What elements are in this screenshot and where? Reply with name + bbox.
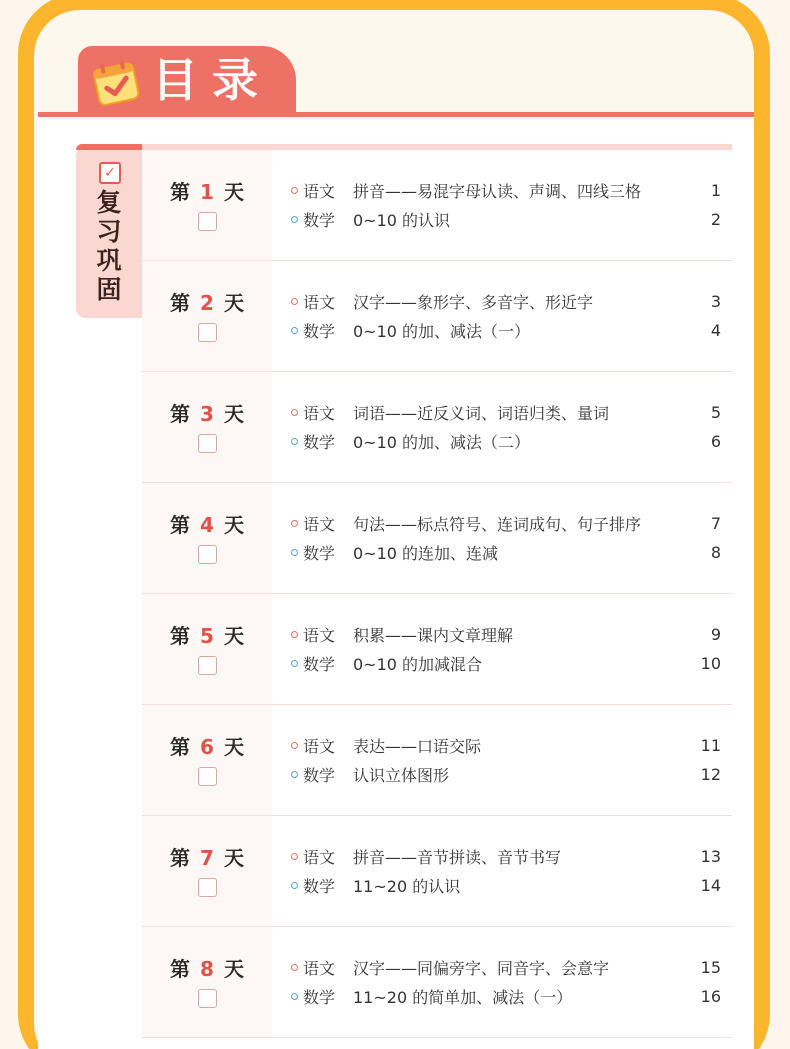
checkbox-empty-icon[interactable] [198,656,217,675]
topic-text: 汉字——象形字、多音字、形近字 [353,292,594,312]
subject-label: 数学 [303,987,336,1007]
subject-label: 语文 [303,625,336,645]
day-content [273,261,732,371]
subject-label: 语文 [303,292,336,312]
math-entry[interactable] [291,762,721,786]
day-cell [142,150,272,260]
day-suffix: 天 [223,180,244,204]
bullet-icon [291,438,298,445]
subject-label: 语文 [303,403,336,423]
day-content [273,705,732,815]
chinese-entry[interactable] [291,955,721,979]
checkbox-empty-icon[interactable] [198,878,217,897]
topic-text: 词语——近反义词、词语归类、量词 [353,403,610,423]
toc-row [142,816,732,927]
bullet-icon [291,520,298,527]
subject-label: 语文 [303,958,336,978]
topic-text: 拼音——音节拼读、音节书写 [353,847,562,867]
math-entry[interactable] [291,429,721,453]
header-divider [38,112,754,117]
day-suffix: 天 [223,291,244,315]
chinese-entry[interactable] [291,400,721,424]
topic-text: 0~10 的连加、连减 [353,543,499,563]
day-content [273,594,732,704]
day-number: 3 [200,402,214,426]
page-number: 7 [710,513,721,533]
topic-text: 11~20 的认识 [353,876,461,896]
topic-text: 积累——课内文章理解 [353,625,514,645]
day-content [273,372,732,482]
page-number: 3 [710,291,721,311]
day-number: 5 [200,624,214,648]
chinese-entry[interactable] [291,511,721,535]
page-number: 14 [700,875,721,895]
day-cell [142,372,272,482]
topic-text: 拼音——易混字母认读、声调、四线三格 [353,181,642,201]
checkbox-empty-icon[interactable] [198,767,217,786]
day-label [142,176,272,205]
math-entry[interactable] [291,873,721,897]
day-label [142,953,272,982]
toc-row [142,372,732,483]
topic-text: 0~10 的认识 [353,210,451,230]
page-number: 2 [710,209,721,229]
day-prefix: 第 [170,624,191,648]
math-entry[interactable] [291,207,721,231]
page-number: 10 [700,653,721,673]
page-number: 4 [710,320,721,340]
page-number: 15 [700,957,721,977]
day-label [142,398,272,427]
toc-row [142,483,732,594]
topic-text: 表达——口语交际 [353,736,482,756]
day-label [142,620,272,649]
bullet-icon [291,964,298,971]
subject-label: 数学 [303,432,336,452]
subject-label: 语文 [303,181,336,201]
day-suffix: 天 [223,735,244,759]
bullet-icon [291,187,298,194]
math-entry[interactable] [291,651,721,675]
day-number: 2 [200,291,214,315]
bullet-icon [291,327,298,334]
chinese-entry[interactable] [291,622,721,646]
day-number: 6 [200,735,214,759]
day-content [273,816,732,926]
subject-label: 数学 [303,765,336,785]
topic-text: 0~10 的加、减法（二） [353,432,531,452]
toc-row [142,705,732,816]
day-content [273,483,732,593]
page-number: 8 [710,542,721,562]
day-number: 8 [200,957,214,981]
day-suffix: 天 [223,957,244,981]
math-entry[interactable] [291,318,721,342]
day-cell [142,705,272,815]
math-entry[interactable] [291,984,721,1008]
bullet-icon [291,742,298,749]
math-entry[interactable] [291,540,721,564]
subject-label: 数学 [303,876,336,896]
topic-text: 句法——标点符号、连词成句、句子排序 [353,514,642,534]
page-number: 13 [700,846,721,866]
calendar-check-icon [90,58,144,108]
page-number: 11 [700,735,721,755]
subject-label: 数学 [303,543,336,563]
day-cell [142,261,272,371]
day-content [273,150,732,260]
subject-label: 语文 [303,847,336,867]
checkbox-checked-icon: ✓ [99,162,121,184]
day-label [142,287,272,316]
chinese-entry[interactable] [291,844,721,868]
topic-text: 认识立体图形 [353,765,450,785]
day-suffix: 天 [223,846,244,870]
bullet-icon [291,853,298,860]
topic-text: 汉字——同偏旁字、同音字、会意字 [353,958,610,978]
topic-text: 0~10 的加、减法（一） [353,321,531,341]
day-prefix: 第 [170,180,191,204]
subject-label: 数学 [303,321,336,341]
topic-text: 0~10 的加减混合 [353,654,483,674]
day-prefix: 第 [170,513,191,537]
chinese-entry[interactable] [291,178,721,202]
day-label [142,731,272,760]
bullet-icon [291,298,298,305]
page-number: 5 [710,402,721,422]
day-label [142,509,272,538]
toc-row [142,927,732,1038]
subject-label: 数学 [303,210,336,230]
day-label [142,842,272,871]
page-number: 1 [710,180,721,200]
row-divider [142,1037,732,1038]
toc-list [142,150,732,1038]
checkbox-empty-icon[interactable] [198,323,217,342]
bullet-icon [291,660,298,667]
bullet-icon [291,882,298,889]
page-number: 16 [700,986,721,1006]
page-number: 6 [710,431,721,451]
bullet-icon [291,216,298,223]
day-number: 1 [200,180,214,204]
bullet-icon [291,549,298,556]
day-number: 4 [200,513,214,537]
chinese-entry[interactable] [291,733,721,757]
chinese-entry[interactable] [291,289,721,313]
day-cell [142,594,272,704]
day-suffix: 天 [223,624,244,648]
page-number: 12 [700,764,721,784]
subject-label: 语文 [303,514,336,534]
day-cell [142,483,272,593]
day-suffix: 天 [223,513,244,537]
day-suffix: 天 [223,402,244,426]
subject-label: 语文 [303,736,336,756]
bullet-icon [291,993,298,1000]
day-number: 7 [200,846,214,870]
day-prefix: 第 [170,957,191,981]
bullet-icon [291,631,298,638]
checkbox-empty-icon[interactable] [198,989,217,1008]
bullet-icon [291,409,298,416]
day-prefix: 第 [170,846,191,870]
toc-row [142,594,732,705]
day-content [273,927,732,1037]
topic-text: 11~20 的简单加、减法（一） [353,987,573,1007]
day-cell [142,816,272,926]
day-cell [142,927,272,1037]
day-prefix: 第 [170,402,191,426]
page-title: 目录 [152,53,272,107]
checkbox-empty-icon[interactable] [198,434,217,453]
subject-label: 数学 [303,654,336,674]
side-tab-accent [76,144,142,150]
day-prefix: 第 [170,735,191,759]
checkbox-empty-icon[interactable] [198,212,217,231]
checkbox-empty-icon[interactable] [198,545,217,564]
toc-row [142,150,732,261]
toc-row [142,261,732,372]
day-prefix: 第 [170,291,191,315]
side-tab-label: 复习巩固 [96,188,122,304]
bullet-icon [291,771,298,778]
page-number: 9 [710,624,721,644]
